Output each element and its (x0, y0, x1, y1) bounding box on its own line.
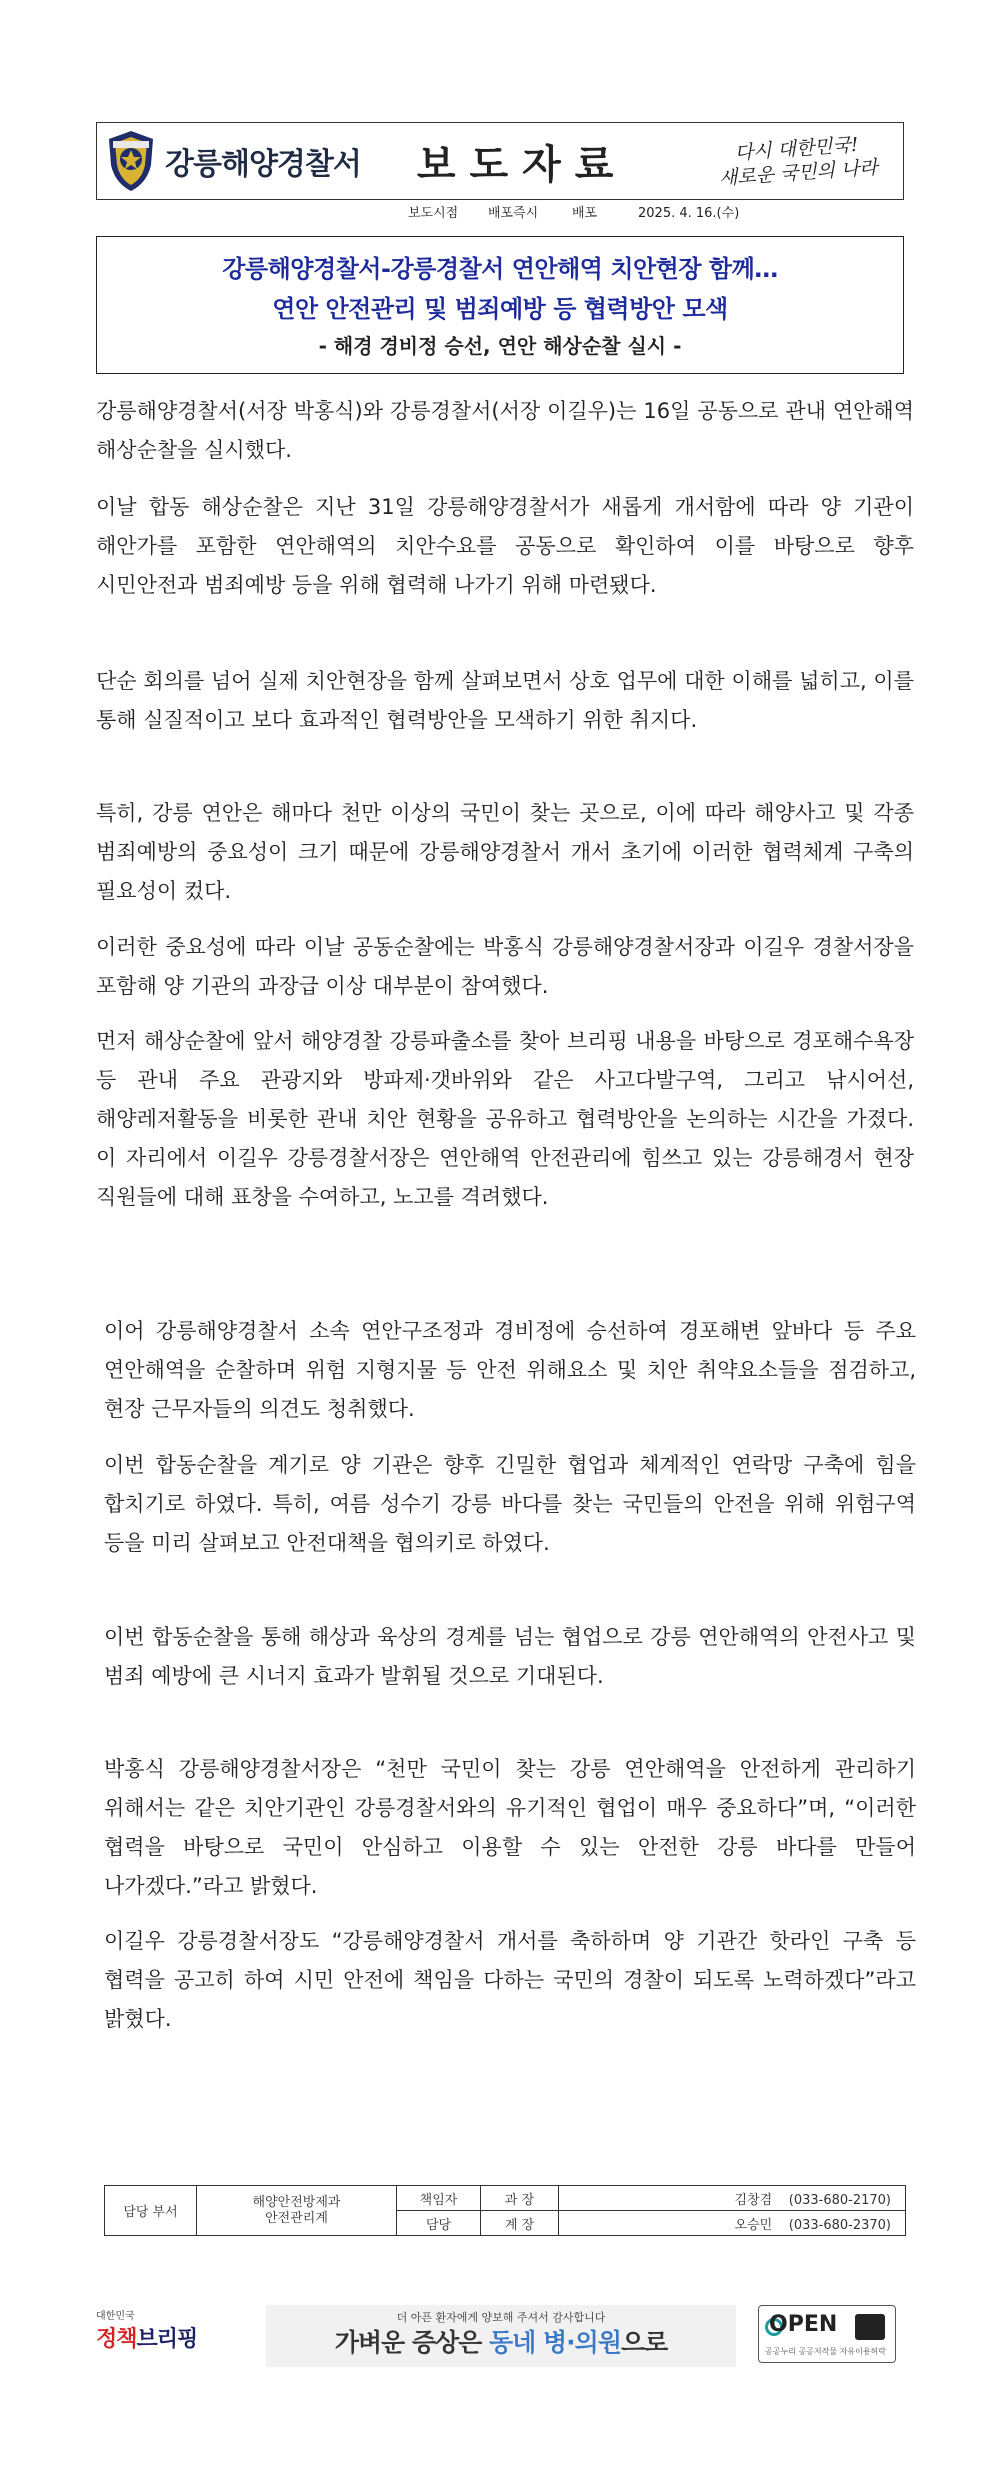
contact-role: 담당 (397, 2211, 481, 2236)
paragraph-3: 단순 회의를 넘어 실제 치안현장을 함께 살펴보면서 상호 업무에 대한 이해를 넓히고, 이를 통해 실질적이고 보다 효과적인 협력방안을 모색하기 위한 취지다. (96, 669, 914, 732)
header-box (96, 122, 904, 200)
dept-name (197, 2186, 397, 2236)
paragraph-6: 먼저 해상순찰에 앞서 해양경찰 강릉파출소를 찾아 브리핑 내용을 바탕으로 경포해수욕장 등 관내 주요 관광지와 방파제·갯바위와 같은 사고다발구역, 그리고 낚시어선, 해양레저활동을 비롯한 관내 치안 현황을 공유하고 협력방안을 논의하는 시간을 가졌다. 이 자리에서 이길우 강릉경찰서장은 연안해역 안전관리에 힘쓰고 있는 강릉해경서 현장 직원들에 대해 표창을 수여하고, 노고를 격려했다. (96, 1029, 914, 1209)
paragraph-8: 이번 합동순찰을 계기로 양 기관은 향후 긴밀한 협업과 체계적인 연락망 구축에 힘을 합치기로 하였다. 특히, 여름 성수기 강릉 바다를 찾는 국민들의 안전을 위해 위험구역 등을 미리 살펴보고 안전대책을 협의키로 하였다. (104, 1453, 916, 1555)
headline-line2: 연안 안전관리 및 범죄예방 등 협력방안 모색 (272, 295, 728, 323)
headline-line1: 강릉해양경찰서-강릉경찰서 연안해역 치안현장 함께… (222, 255, 778, 283)
paragraph-11: 이길우 강릉경찰서장도 “강릉해양경찰서 개서를 축하하며 양 기관간 핫라인 구축 등 협력을 공고히 하여 시민 안전에 책임을 다하는 국민의 경찰이 되도록 노력하겠다”라고 밝혔다. (104, 1929, 916, 2031)
policy-big-text (96, 2322, 206, 2353)
open-sub-text: 공공누리 공공저작물 자유이용허락 (765, 2347, 887, 2356)
slogan-line2: 새로운 국민의 나라 (718, 156, 879, 190)
kogl-open-logo[interactable] (758, 2305, 896, 2363)
dept-line1: 해양안전방제과 (252, 2194, 341, 2210)
campaign-banner[interactable] (266, 2305, 736, 2367)
org-name: 강릉해양경찰서 (165, 147, 361, 182)
contact-person (559, 2211, 906, 2236)
policy-small-text: 대한민국 (96, 2311, 135, 2322)
paragraph-1: 강릉해양경찰서(서장 박홍식)와 강릉경찰서(서장 이길우)는 16일 공동으로 관내 연안해역 해상순찰을 실시했다. (96, 399, 914, 462)
banner-main-text (266, 2325, 736, 2361)
contact-row (105, 2186, 906, 2211)
policy-big-b: 브리핑 (136, 2327, 198, 2352)
dept-line2: 안전관리계 (265, 2210, 328, 2226)
open-label: OPEN (769, 2312, 838, 2337)
paragraph-4: 특히, 강릉 연안은 해마다 천만 이상의 국민이 찾는 곳으로, 이에 따라 해양사고 및 각종 범죄예방의 중요성이 크기 때문에 강릉해양경찰서 개서 초기에 이러한 협력체계 구축의 필요성이 컸다. (96, 801, 914, 903)
contact-role: 책임자 (397, 2186, 481, 2211)
contact-person (559, 2186, 906, 2211)
coast-guard-emblem (103, 129, 159, 193)
attribution-icon (855, 2314, 885, 2340)
contact-phone: (033-680-2170) (788, 2192, 891, 2208)
release-info (408, 202, 739, 221)
contact-name: 오승민 (734, 2217, 773, 2233)
release-label: 보도시점 (408, 206, 459, 221)
subheadline: - 해경 경비정 승선, 연안 해상순찰 실시 - (318, 334, 682, 358)
paragraph-2: 이날 합동 해상순찰은 지난 31일 강릉해양경찰서가 새롭게 개서함에 따라 양 기관이 해안가를 포함한 연안해역의 치안수요를 공동으로 확인하여 이를 바탕으로 향후 시민안전과 범죄예방 등을 위해 협력해 나가기 위해 마련됐다. (96, 495, 914, 597)
paragraph-5: 이러한 중요성에 따라 이날 공동순찰에는 박홍식 강릉해양경찰서장과 이길우 경찰서장을 포함해 양 기관의 과장급 이상 대부분이 참여했다. (96, 935, 914, 998)
paragraph-9: 이번 합동순찰을 통해 해상과 육상의 경계를 넘는 협업으로 강릉 연안해역의 안전사고 및 범죄 예방에 큰 시너지 효과가 발휘될 것으로 기대된다. (104, 1625, 916, 1688)
paragraph-7: 이어 강릉해양경찰서 소속 연안구조정과 경비정에 승선하여 경포해변 앞바다 등 주요 연안해역을 순찰하며 위험 지형지물 등 안전 위해요소 및 치안 취약요소들을 점검하고, 현장 근무자들의 의견도 청취했다. (104, 1319, 916, 1421)
dept-label: 담당 부서 (105, 2186, 197, 2236)
release-timing: 배포즉시 (488, 206, 539, 221)
contact-phone: (033-680-2370) (788, 2217, 891, 2233)
policy-big-a: 정책 (96, 2327, 137, 2352)
slogan (717, 132, 879, 191)
policy-briefing-logo[interactable] (96, 2307, 206, 2359)
contact-table (104, 2185, 906, 2236)
banner-text-c: 으로 (620, 2328, 668, 2357)
footer (96, 2305, 906, 2375)
contact-position: 과 장 (481, 2186, 559, 2211)
contact-name: 김창겸 (734, 2192, 773, 2208)
press-title: 보도자료 (416, 141, 628, 188)
banner-text-b: 동네 병·의원 (489, 2328, 621, 2357)
release-date: 2025. 4. 16.(수) (638, 206, 740, 221)
paragraph-10: 박홍식 강릉해양경찰서장은 “천만 국민이 찾는 강릉 연안해역을 안전하게 관리하기 위해서는 같은 치안기관인 강릉경찰서와의 유기적인 협업이 매우 중요하다”며, “이러한 협력을 바탕으로 국민이 안심하고 이용할 수 있는 안전한 강릉 바다를 만들어 나가겠다.”라고 밝혔다. (104, 1757, 916, 1898)
title-box (96, 236, 904, 374)
contact-position: 계 장 (481, 2211, 559, 2236)
distribution-label: 배포 (572, 206, 598, 221)
banner-text-a: 가벼운 증상은 (334, 2328, 490, 2357)
banner-top-text: 더 아픈 환자에게 양보해 주셔서 감사합니다 (396, 2311, 606, 2324)
slogan-line1: 다시 대한민국! (734, 133, 860, 165)
